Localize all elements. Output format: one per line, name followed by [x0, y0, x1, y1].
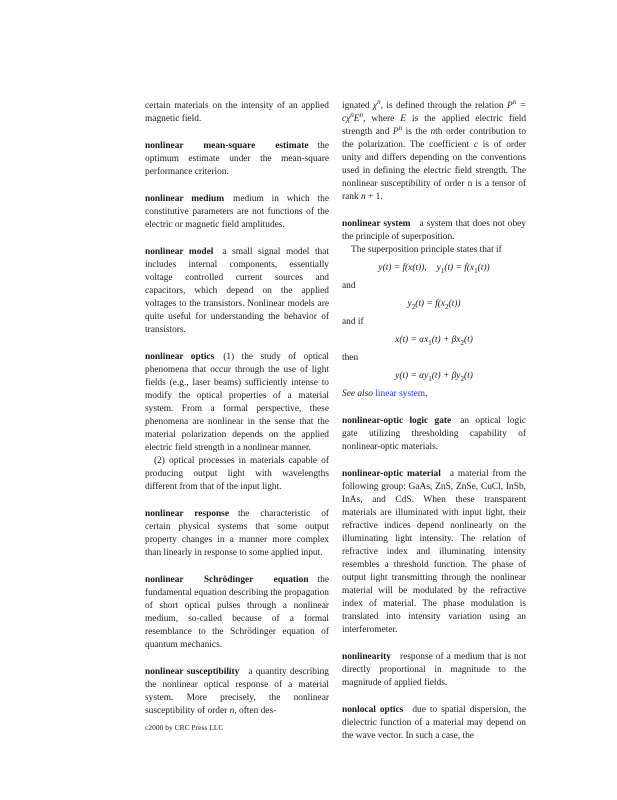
term: nonlinear optics — [145, 352, 215, 362]
math-rank: n — [361, 192, 366, 202]
entry-nonlinear-optic-material — [342, 468, 526, 637]
entry-nonlinear-response — [145, 508, 329, 560]
definition-a: a quantity describing the nonlinear optical response of a material system. More precisely, the nonlinear susceptibility of order — [145, 667, 329, 716]
entry-nonlinear-medium — [145, 193, 329, 232]
term: nonlinear response — [145, 509, 229, 519]
definition: the characteristic of certain physical systems that some output property changes in a manner more complex than linearly in response to some applied input. — [145, 509, 329, 558]
definition-part-2: (2) optical processes in materials capable of producing output light with wavelengths different from that of the input light. — [145, 456, 329, 492]
entry-nonlinear-mean-square-estimate — [145, 140, 329, 179]
text: , where — [363, 114, 395, 124]
definition: the fundamental equation describing the propagation of short optical pulses through a nonlinear medium, so-called because of a formal resemblance to the Schrödinger equation of quantum mechanics. — [145, 575, 329, 650]
equation-4: $y(t) = \alpha y_1(t) + \beta y_2(t)$ — [395, 371, 473, 383]
definition: a material from the following group: GaAs, ZnS, ZnSe, CuCl, InSb, InAs, and CdS. When these transparent materials are illuminated with input light, their refractive indices depend nonlinearly on the illuminating light intensity. The relation of refractive index and illuminating intensity resembles a threshold function. The phase of output light transmitting through the nonlinear material will be modulated by the refractive index of material. The phase modulation is translated into intensity variation using an interferometer. — [342, 469, 526, 635]
equation-2: $y_2(t) = f(x_2(t))$ — [407, 299, 461, 311]
definition: due to spatial dispersion, the dielectric function of a material may depend on the wave vector. In such a case, the — [342, 705, 526, 741]
superposition-text: The superposition principle states that if — [351, 245, 502, 255]
entry-nonlinear-optic-logic-gate — [342, 415, 526, 454]
definition: response of a medium that is not directly proportional in magnitude to the magnitude of applied fields. — [342, 652, 526, 688]
and-text: and — [342, 281, 356, 291]
term: nonlinearity — [342, 652, 391, 662]
math-E: E — [400, 114, 407, 124]
copyright-footer: c2000 by CRC Press LLC — [145, 723, 224, 732]
term: nonlinear susceptibility — [145, 667, 240, 677]
term: nonlinear-optic material — [342, 469, 441, 479]
entry-nonlinear-optics — [145, 351, 329, 494]
term: nonlocal optics — [342, 705, 404, 715]
math-chi-n: $\chi^n$ — [373, 97, 381, 111]
math-relation: $P^n = c\chi^nE^n$ — [342, 97, 526, 124]
math-Pn: $P^n$ — [392, 123, 403, 137]
period: . — [425, 389, 428, 399]
entry-nonlinearity — [342, 651, 526, 690]
text: is of order unity and differs depending on the conventions used in defining the electric field strength. The nonlinear susceptibility of order n is a tensor of rank — [342, 140, 527, 202]
intro-text: certain materials on the intensity of an applied magnetic field. — [145, 101, 329, 124]
term: nonlinear system — [342, 219, 411, 229]
and-if-text: and if — [342, 317, 364, 327]
term: nonlinear Schrödinger equation — [145, 575, 309, 585]
entry-susceptibility-continuation: ignated $\chi^n$, is defined through the relation $P^n = c\chi^nE^n$, where E is the applied electric field strength and $P^n$ is the nth order contribution to the polarization. The coefficient c is of order unity and differs depending on the conventions used in defining the electric field strength. The nonlinear susceptibility of order n is a tensor of rank n + 1. — [342, 97, 527, 202]
left-column — [145, 100, 329, 732]
text: is the applied electric field strength and — [342, 114, 527, 137]
definition: an optical logic gate utilizing thresholding capability of nonlinear-optic materials. — [342, 416, 526, 452]
right-column — [342, 97, 527, 757]
math-n: n — [430, 127, 436, 137]
term: nonlinear mean-square estimate — [145, 141, 309, 151]
entry-intro-continuation — [145, 100, 329, 126]
term: nonlinear model — [145, 247, 214, 257]
entry-nonlinear-susceptibility — [145, 666, 329, 718]
see-also-label: See also — [342, 389, 373, 399]
entry-nonlocal-optics — [342, 704, 526, 743]
text: ignated — [342, 101, 370, 111]
definition: medium in which the constitutive parameters are not functions of the electric or magnetic field amplitudes. — [145, 194, 329, 230]
definition-b: , often des- — [234, 706, 277, 716]
definition: a system that does not obey the principle of superposition. — [342, 219, 526, 242]
equation-1: y(t) = f(x(t)), $y_1(t) = f(x_1(t))$ — [378, 263, 490, 275]
term: nonlinear medium — [145, 194, 225, 204]
linear-system-link[interactable]: linear system — [375, 389, 426, 399]
text: , is defined through the relation — [380, 101, 504, 111]
text: th order contribution to the polarization. The coefficient — [342, 127, 527, 150]
definition: (1) the study of optical phenomena that occur through the use of light fields (e.g., laser beams) sufficiently intense to modify the optical properties of a material system. From a formal perspective, these phenomena are nonlinear in the sense that the material polarization depends on the applied electric field strength in a nonlinear manner. — [145, 352, 329, 453]
definition: the optimum estimate under the mean-square performance criterion. — [145, 141, 329, 177]
definition: a small signal model that includes internal components, essentially voltage controlled current sources and capacitors, which depend on the applied voltages to the transistors. Nonlinear models are quite useful for understanding the behavior of transistors. — [145, 247, 330, 335]
equation-3: $x(t) = \alpha x_1(t) + \beta x_2(t)$ — [395, 335, 473, 347]
math-c: c — [473, 140, 478, 150]
then-text: then — [342, 353, 359, 363]
entry-nonlinear-model — [145, 246, 329, 337]
text: is the — [405, 127, 427, 137]
entry-nonlinear-system — [342, 218, 526, 401]
math-n: n — [229, 706, 235, 716]
term: nonlinear-optic logic gate — [342, 416, 452, 426]
entry-nonlinear-schrodinger-equation — [145, 574, 329, 652]
